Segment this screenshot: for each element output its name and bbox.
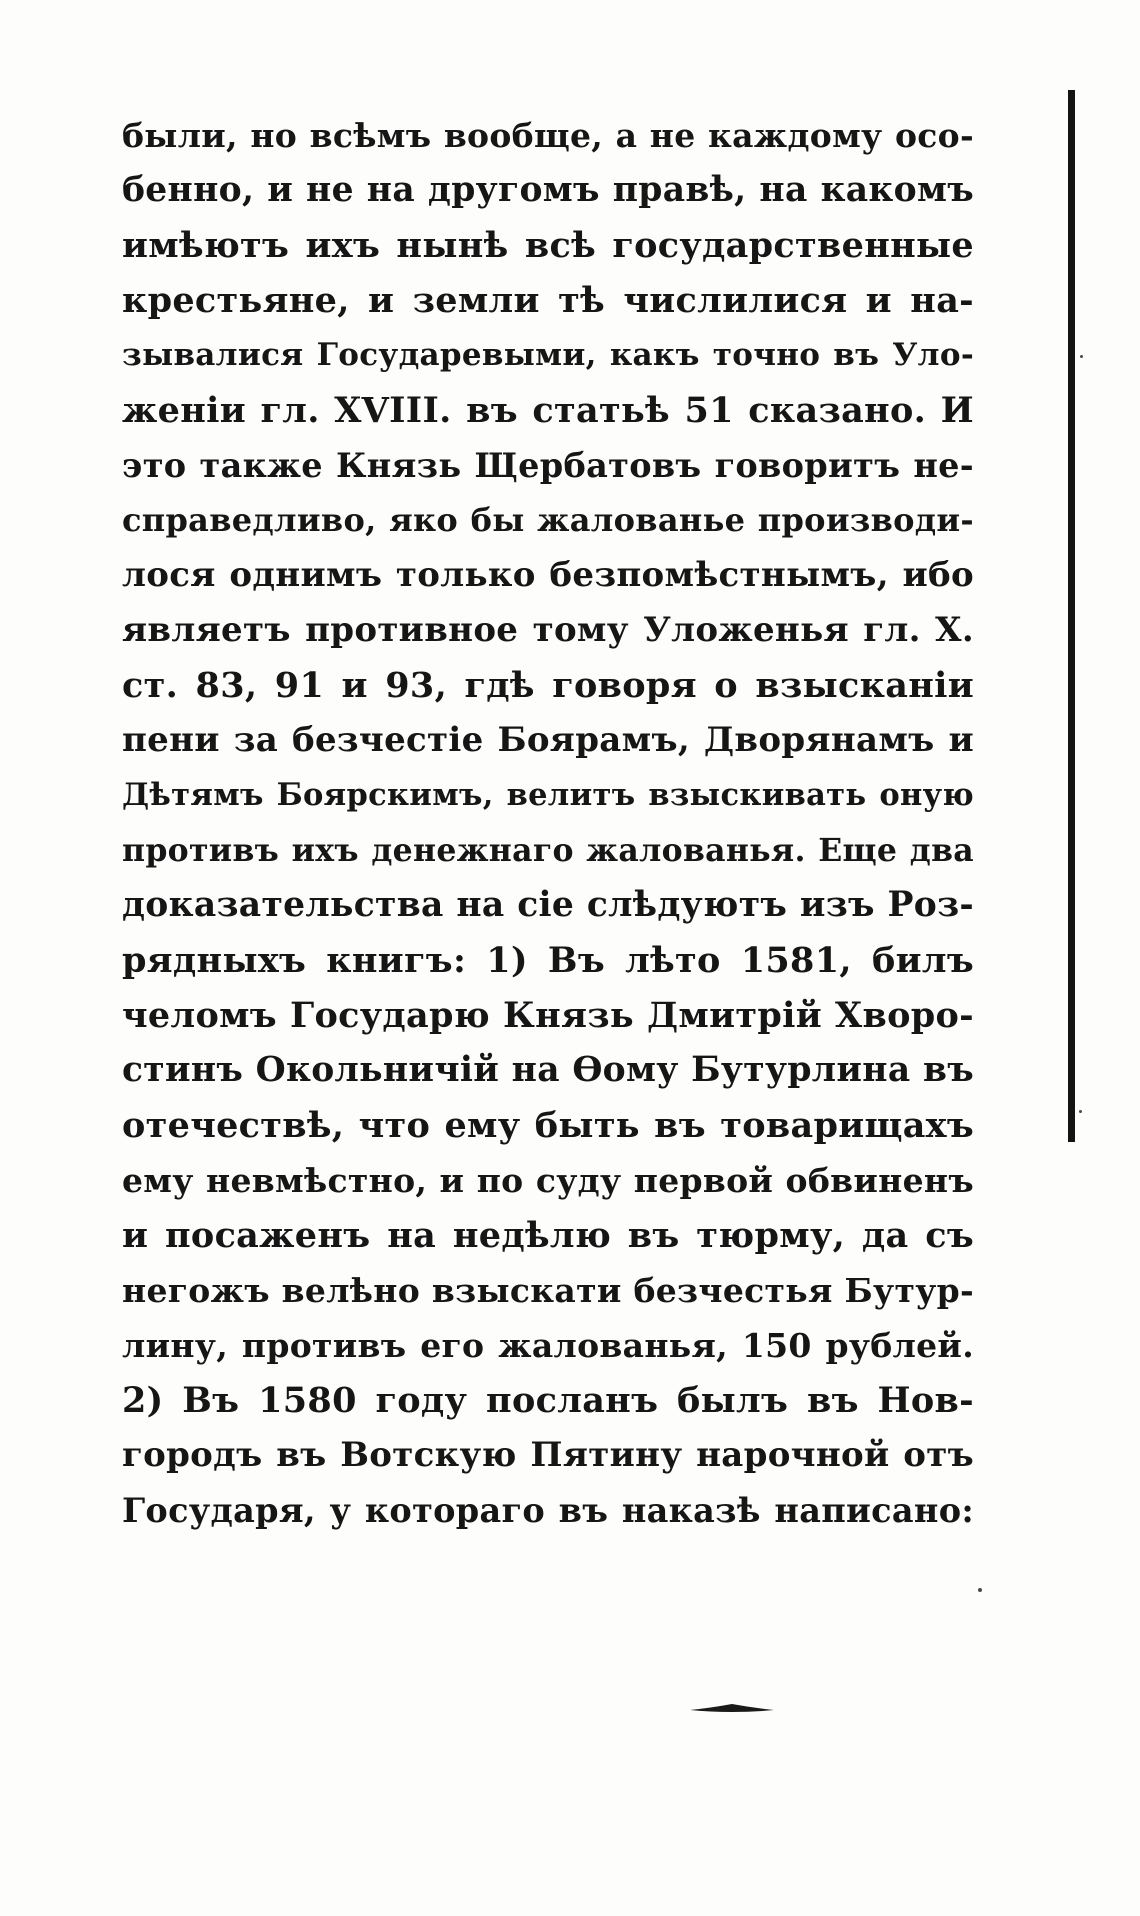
text-line: ст. 83, 91 и 93, гдѣ говоря о взысканіи: [122, 665, 974, 706]
text-line: челомъ Государю Князь Дмитрій Хворо-: [122, 995, 974, 1036]
text-line: и посаженъ на недѣлю въ тюрму, да съ: [122, 1215, 974, 1256]
text-line: доказательства на сіе слѣдуютъ изъ Роз-: [122, 885, 974, 925]
ink-speck: [978, 1588, 982, 1592]
body-text: [122, 108, 974, 1538]
text-line: справедливо, яко бы жалованье производи-: [122, 501, 974, 539]
text-line: отечествѣ, что ему быть въ товарищахъ: [122, 1105, 974, 1146]
text-line: стинъ Окольничій на Ѳому Бутурлина въ: [122, 1050, 974, 1090]
text-line: Государя, у котораго въ наказѣ написано:: [122, 1491, 974, 1530]
text-line: городъ въ Вотскую Пятину нарочной отъ: [122, 1435, 974, 1475]
text-line: лину, противъ его жалованья, 150 рублей.: [122, 1326, 974, 1365]
ink-speck: [1080, 355, 1083, 358]
page-edge-shadow: [1068, 90, 1075, 1142]
text-line: Дѣтямъ Боярскимъ, велитъ взыскивать оную: [122, 777, 974, 813]
text-line: пени за безчестіе Боярамъ, Дворянамъ и: [122, 720, 974, 760]
text-line: это также Князь Щербатовъ говоритъ не-: [122, 446, 974, 485]
text-line: зывалися Государевыми, какъ точно въ Уло-: [122, 337, 974, 373]
text-line: крестьяне, и земли тѣ числилися и на-: [122, 280, 974, 321]
text-line: 2) Въ 1580 году посланъ былъ въ Нов-: [122, 1380, 974, 1421]
tailpiece-ornament: [690, 1703, 774, 1713]
text-line: были, но всѣмъ вообще, а не каждому осо-: [122, 116, 974, 155]
text-line: являетъ противное тому Уложенья гл. X.: [122, 610, 974, 650]
text-line: рядныхъ книгъ: 1) Въ лѣто 1581, билъ: [122, 940, 974, 981]
text-line: бенно, и не на другомъ правѣ, на какомъ: [122, 170, 974, 210]
ink-speck: [1079, 1110, 1082, 1113]
text-line: негожъ велѣно взыскати безчестья Бутур-: [122, 1271, 974, 1310]
text-line: имѣютъ ихъ нынѣ всѣ государственные: [122, 225, 974, 266]
text-line: противъ ихъ денежнаго жалованья. Еще два: [122, 832, 974, 869]
text-line: женіи гл. XVIII. въ статьѣ 51 сказано. И: [122, 390, 974, 431]
text-line: ему невмѣстно, и по суду первой обвиненъ: [122, 1161, 974, 1200]
text-line: лося однимъ только безпомѣстнымъ, ибо: [122, 555, 974, 595]
